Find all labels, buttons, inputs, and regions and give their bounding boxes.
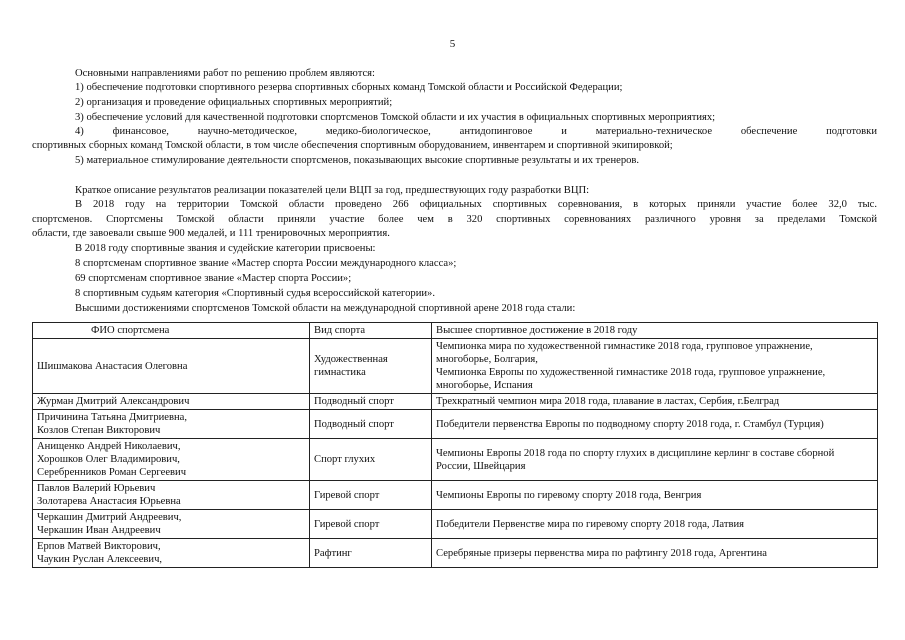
athlete-names-cell-line: Причинина Татьяна Дмитриевна, — [37, 412, 188, 423]
direction-item: 5) материальное стимулирование деятельности спортсменов, показывающих высокие спортивные результаты и их тренеров. — [75, 155, 640, 166]
sport-cell — [310, 339, 432, 394]
athlete-names-cell-line: Золотарева Анастасия Юрьевна — [37, 496, 181, 507]
title-item: 69 спортсменам спортивное звание «Мастер спорта России»; — [75, 273, 352, 284]
athlete-names-cell-line: Серебренников Роман Сергеевич — [37, 467, 187, 478]
achievement-cell-line: Трехкратный чемпион мира 2018 года, плавание в ластах, Сербия, г.Белград — [436, 396, 780, 407]
achievement-cell-line: Чемпионка Европы по художественной гимнастике 2018 года, групповое упражнение, — [436, 367, 826, 378]
sport-cell — [310, 410, 432, 439]
achievement-cell-line: Чемпионы Европы по гиревому спорту 2018 года, Венгрия — [436, 489, 702, 501]
header-sport: Вид спорта — [310, 323, 432, 339]
sport-cell-line: Подводный спорт — [314, 418, 394, 430]
direction-item: 4) финансовое, научно-методическое, медико-биологическое, антидопинговое и материально-техническое обеспечение подготовки — [75, 126, 877, 137]
achievement-cell — [432, 394, 878, 410]
direction-item-continuation: спортивных сборных команд Томской области, в том числе обеспечения спортивным оборудованием, инвентарем и спортивной экипировкой; — [32, 140, 673, 151]
title-item: 8 спортсменам спортивное звание «Мастер спорта России международного класса»; — [75, 258, 457, 269]
header-achievement: Высшее спортивное достижение в 2018 году — [432, 323, 878, 339]
athlete-names-cell — [33, 394, 310, 410]
achievement-cell — [432, 481, 878, 510]
page-number: 5 — [449, 38, 456, 50]
achievements-heading: Высшими достижениями спортсменов Томской области на международной спортивной арене 2018 года стали: — [75, 303, 576, 314]
sport-cell — [310, 439, 432, 481]
achievement-cell — [432, 410, 878, 439]
intro-heading: Основными направлениями работ по решению проблем являются: — [75, 68, 375, 79]
sport-cell — [310, 481, 432, 510]
sport-cell-line: гимнастика — [314, 367, 366, 378]
athlete-names-cell — [33, 439, 310, 481]
athlete-names-cell — [33, 481, 310, 510]
header-athlete-name: ФИО спортсмена — [33, 323, 310, 339]
summary-text: спортсменов. Спортсмены Томской области приняли участие более чем в 320 спортивных соревнованиях различного уровня за пределами Томской — [32, 214, 877, 225]
sport-cell-line: Гиревой спорт — [314, 489, 380, 501]
sport-cell-line: Спорт глухих — [314, 454, 376, 465]
athlete-names-cell-line: Ерпов Матвей Викторович, — [37, 541, 161, 552]
achievement-cell-line: Чемпионка мира по художественной гимнастике 2018 года, групповое упражнение, — [436, 341, 813, 352]
sport-cell — [310, 510, 432, 539]
sport-cell-line: Подводный спорт — [314, 396, 394, 407]
athlete-names-cell-line: Чаукин Руслан Алексеевич, — [37, 554, 163, 565]
achievement-cell-line: Серебряные призеры первенства мира по рафтингу 2018 года, Аргентина — [436, 547, 767, 559]
achievement-cell-line: многоборье, Испания — [436, 380, 533, 391]
athlete-names-cell-line: Анищенко Андрей Николаевич, — [37, 441, 181, 452]
table-row — [33, 439, 878, 481]
direction-item: 3) обеспечение условий для качественной подготовки спортсменов Томской области и их участия в официальных спортивных мероприятиях; — [75, 112, 716, 123]
sport-cell-line: Гиревой спорт — [314, 518, 380, 530]
achievement-cell — [432, 539, 878, 568]
achievement-cell-line: России, Швейцария — [436, 460, 526, 472]
achievement-cell-line: Чемпионы Европы 2018 года по спорту глухих в дисциплине керлинг в составе сборной — [436, 447, 835, 459]
achievement-cell — [432, 510, 878, 539]
direction-item: 1) обеспечение подготовки спортивного резерва спортивных сборных команд Томской области и Российской Федерации; — [75, 82, 623, 93]
sport-cell-line: Художественная — [314, 354, 388, 365]
achievement-cell — [432, 439, 878, 481]
athlete-names-cell-line: Шишмакова Анастасия Олеговна — [37, 360, 188, 372]
achievement-cell-line: Победители Первенстве мира по гиревому спорту 2018 года, Латвия — [436, 518, 745, 530]
table-header-row — [33, 323, 878, 339]
achievement-cell-line: многоборье, Болгария, — [436, 354, 538, 365]
athlete-names-cell-line: Черкашин Иван Андреевич — [37, 525, 161, 536]
title-item: 8 спортивным судьям категория «Спортивный судья всероссийской категории». — [75, 288, 435, 299]
achievement-cell — [432, 339, 878, 394]
table-row — [33, 481, 878, 510]
table-row — [33, 410, 878, 439]
summary-text: области, где завоевали свыше 900 медалей, и 111 тренировочных мероприятия. — [32, 228, 390, 239]
titles-heading: В 2018 году спортивные звания и судейские категории присвоены: — [75, 243, 376, 254]
table-row — [33, 539, 878, 568]
sport-cell — [310, 539, 432, 568]
sport-cell-line: Рафтинг — [314, 547, 352, 559]
athlete-names-cell-line: Журман Дмитрий Александрович — [37, 396, 190, 407]
sport-cell — [310, 394, 432, 410]
table-row — [33, 510, 878, 539]
athlete-names-cell — [33, 510, 310, 539]
table-row — [33, 394, 878, 410]
athlete-names-cell-line: Козлов Степан Викторович — [37, 425, 161, 436]
achievement-cell-line: Победители первенства Европы по подводному спорту 2018 года, г. Стамбул (Турция) — [436, 418, 824, 430]
direction-item: 2) организация и проведение официальных спортивных мероприятий; — [75, 97, 393, 108]
achievements-table — [32, 322, 878, 568]
athlete-names-cell-line: Хорошков Олег Владимирович, — [37, 454, 180, 465]
summary-text: В 2018 году на территории Томской области проведено 266 официальных спортивных соревнования, в которых приняли участие более 32,0 тыс. — [75, 199, 877, 210]
summary-heading: Краткое описание результатов реализации показателей цели ВЦП за год, предшествующих году разработки ВЦП: — [75, 185, 590, 196]
table-row — [33, 339, 878, 394]
athlete-names-cell-line: Черкашин Дмитрий Андреевич, — [37, 512, 182, 523]
athlete-names-cell — [33, 339, 310, 394]
athlete-names-cell — [33, 410, 310, 439]
athlete-names-cell — [33, 539, 310, 568]
athlete-names-cell-line: Павлов Валерий Юрьевич — [37, 483, 156, 494]
